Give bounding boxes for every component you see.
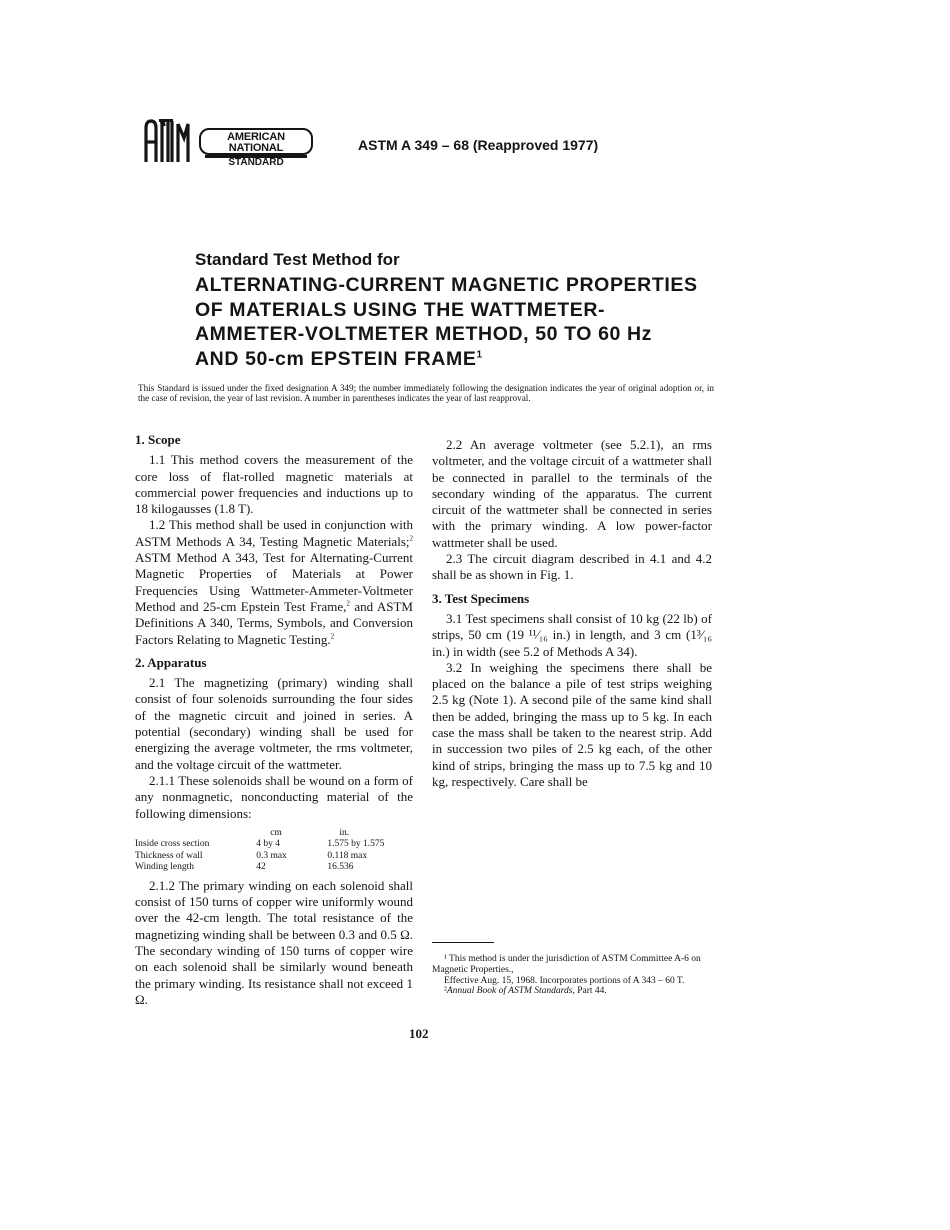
table-cell: 42 [256, 862, 266, 873]
title-line: OF MATERIALS USING THE WATTMETER- [195, 298, 606, 321]
standard-designation: ASTM A 349 – 68 (Reapproved 1977) [358, 137, 599, 153]
american-national-standard-badge [199, 128, 313, 168]
paragraph-3-2: 3.2 In weighing the specimens there shall be placed on the balance a pile of test strips weighing 2.5 kg (Note 1). A second pile of the same kind shall then be added, bringing the mass up to 5 kg. In each case the mass shall be taken to the nearest strip. Add in succession two piles of 2.5 kg each, of the other kind of strips, bringing the mass up to 7.5 kg and 10 kg, respectively. Care shall be [432, 659, 712, 789]
title-prefix: Standard Test Method for [195, 250, 400, 269]
table-cell: 1.575 by 1.575 [327, 839, 385, 850]
footnote-1: ¹ This method is under the jurisdiction of ASTM Committee A-6 on Magnetic Properties., [432, 954, 701, 975]
left-column [135, 432, 413, 1008]
paragraph-1-1: 1.1 This method covers the measurement of the core loss of flat-rolled magnetic materials at commercial power frequencies and inductions up to 18 kilogausses (1.8 T). [135, 452, 413, 517]
title-line: AND 50-cm EPSTEIN FRAME$^1$ [195, 347, 483, 370]
table-row [135, 839, 413, 851]
paragraph-2-1: 2.1 The magnetizing (primary) winding shall consist of four solenoids surrounding the four sides of the magnetic circuit and joined in series. A potential (secondary) winding shall be used for energizing the average voltmeter, the rms voltmeter, and the voltage circuit of the wattmeter. [135, 675, 413, 772]
table-header: cm [270, 827, 282, 838]
table-cell: 0.118 max [327, 850, 368, 861]
paragraph-2-2: 2.2 An average voltmeter (see 5.2.1), an rms voltmeter, and the voltage circuit of a wattmeter shall be connected in parallel to the terminals of the secondary winding of the apparatus. The current circuit of the wattmeter shall be connected in series with the primary winding. A low power-factor wattmeter shall be used. [432, 437, 712, 550]
footnotes [432, 954, 712, 997]
paragraph-2-3: 2.3 The circuit diagram described in 4.1 and 4.2 shall be as shown in Fig. 1. [432, 551, 712, 583]
dimensions-table [135, 828, 413, 874]
table-header [135, 828, 256, 840]
badge-line2: STANDARD [205, 155, 307, 168]
page-number: 102 [409, 1026, 429, 1041]
table-header: in. [339, 827, 350, 838]
title-footnote-mark: 1 [476, 349, 483, 360]
section-heading-test-specimens: 3. Test Specimens [432, 590, 530, 606]
table-row [135, 851, 413, 863]
title-line: AMMETER-VOLTMETER METHOD, 50 TO 60 Hz [195, 323, 653, 345]
paragraph-3-1: 3.1 Test specimens shall consist of 10 kg (22 lb) of strips, 50 cm (19 ¹¹⁄₁₆ in.) in length, and 3 cm (1³⁄₁₆ in.) in width (see 5.2 of Methods A 34). [432, 610, 712, 659]
title-line: ALTERNATING-CURRENT MAGNETIC PROPERTIES [195, 274, 698, 296]
table-cell: Inside cross section [135, 839, 210, 850]
paragraph-2-1-1: 2.1.1 These solenoids shall be wound on a form of any nonmagnetic, nonconducting material of the following dimensions: [135, 772, 413, 821]
table-header-row [135, 828, 413, 840]
right-column [432, 437, 712, 790]
paragraph-2-1-2: 2.1.2 The primary winding on each solenoid shall consist of 150 turns of copper wire uniformly wound over the 42-cm length. The total resistance of the magnetizing winding shall be between 0.3 and 0.5 Ω. The secondary winding of 150 turns of copper wire on each solenoid shall be similarly wound beneath the primary winding. Its resistance shall not exceed 1 Ω. [135, 877, 413, 1007]
astm-logo-icon [142, 118, 190, 164]
section-heading-scope: 1. Scope [135, 432, 181, 447]
table-cell: Thickness of wall [135, 850, 203, 861]
table-cell: Winding length [135, 862, 194, 873]
document-title [195, 273, 735, 371]
footnote-1-effective: Effective Aug. 15, 1968. Incorporates portions of A 343 – 60 T. [444, 975, 685, 986]
footnote-divider [432, 942, 494, 943]
table-cell: 0.3 max [256, 850, 287, 861]
issue-note: This Standard is issued under the fixed designation A 349; the number immediately following the designation indicates the year of original adoption or, in the case of revision, the year of last revision. A number in parentheses indicates the year of last reapproval. [138, 383, 714, 403]
table-row [135, 862, 413, 874]
footnote-2: ²Annual Book of ASTM Standards, Part 44. [444, 986, 607, 997]
table-cell: 16.536 [327, 862, 354, 873]
paragraph-1-2: 1.2 This method shall be used in conjunction with ASTM Methods A 34, Testing Magnetic Materials;$^2$ ASTM Method A 343, Test for Alternating-Current Magnetic Properties of Materials at Power Frequencies Using Wattmeter-Ammeter-Voltmeter Method and 25-cm Epstein Test Frame,$^2$ and ASTM Definitions A 340, Terms, Symbols, and Conversion Factors Relating to Magnetic Testing.$^2$ [135, 517, 413, 647]
badge-line1: AMERICAN NATIONAL [227, 131, 285, 154]
table-cell: 4 by 4 [256, 839, 280, 850]
section-heading-apparatus: 2. Apparatus [135, 654, 207, 670]
